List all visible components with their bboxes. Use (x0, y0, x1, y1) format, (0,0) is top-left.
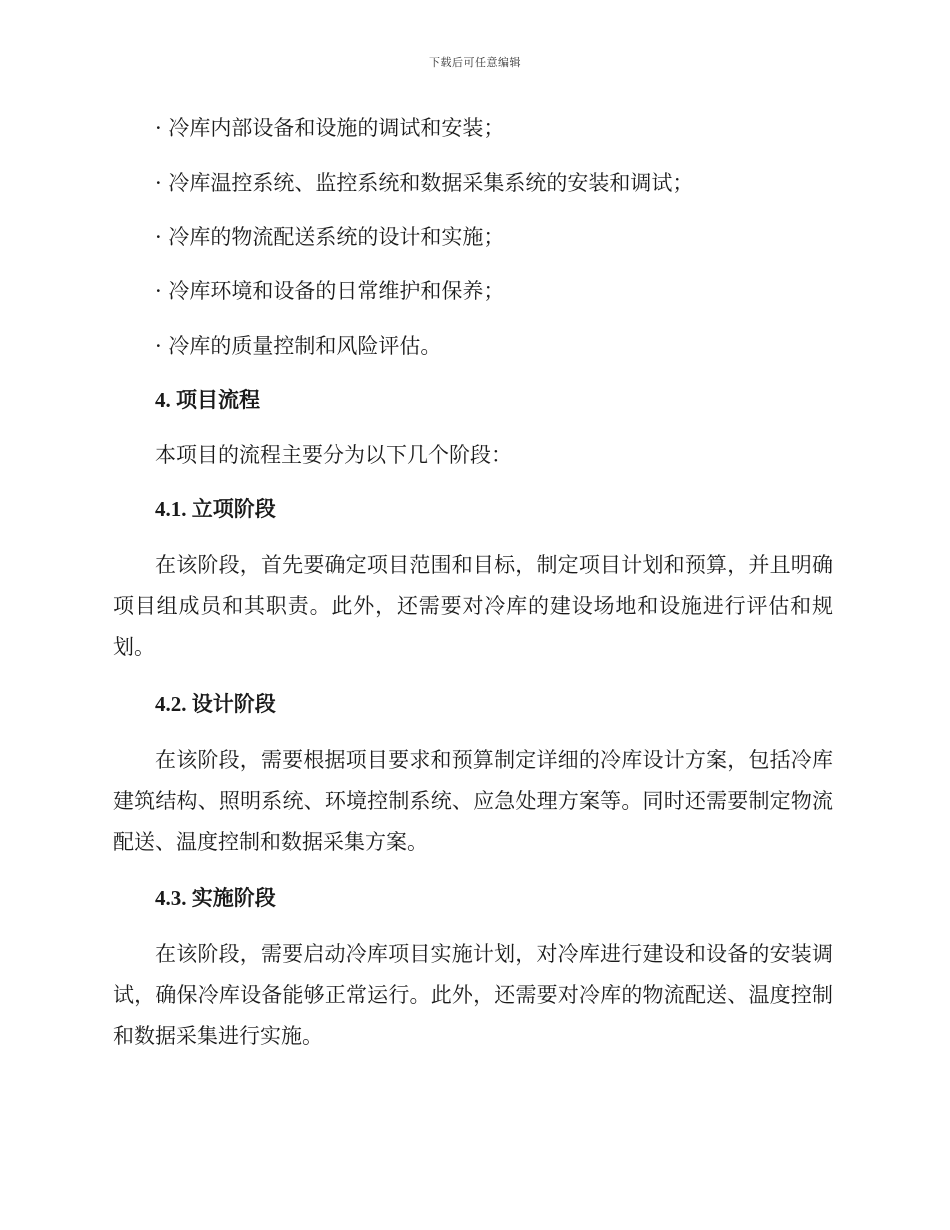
section-heading-4-2: 4.2. 设计阶段 (155, 692, 276, 716)
section-paragraph-4-1: 在该阶段，首先要确定项目范围和目标，制定项目计划和预算，并且明确项目组成员和其职责。此外，还需要对冷库的建设场地和设施进行评估和规划。 (113, 553, 833, 659)
section-heading-4-1: 4.1. 立项阶段 (155, 497, 276, 521)
section-paragraph-4-3: 在该阶段，需要启动冷库项目实施计划，对冷库进行建设和设备的安装调试，确保冷库设备能够正常运行。此外，还需要对冷库的物流配送、温度控制和数据采集进行实施。 (113, 942, 833, 1048)
section-heading-4: 4. 项目流程 (155, 388, 260, 412)
bullet-item: · 冷库的质量控制和风险评估。 (155, 334, 442, 358)
bullet-item: · 冷库环境和设备的日常维护和保养； (155, 279, 505, 303)
bullet-item: · 冷库内部设备和设施的调试和安装； (155, 116, 505, 140)
section-heading-4-3: 4.3. 实施阶段 (155, 886, 276, 910)
page-header: 下载后可任意编辑 (429, 56, 521, 69)
bullet-item: · 冷库温控系统、监控系统和数据采集系统的安装和调试； (155, 171, 694, 195)
section-intro: 本项目的流程主要分为以下几个阶段： (155, 443, 512, 467)
bullet-item: · 冷库的物流配送系统的设计和实施； (155, 225, 505, 249)
section-paragraph-4-2: 在该阶段，需要根据项目要求和预算制定详细的冷库设计方案，包括冷库建筑结构、照明系统、环境控制系统、应急处理方案等。同时还需要制定物流配送、温度控制和数据采集方案。 (113, 748, 833, 854)
